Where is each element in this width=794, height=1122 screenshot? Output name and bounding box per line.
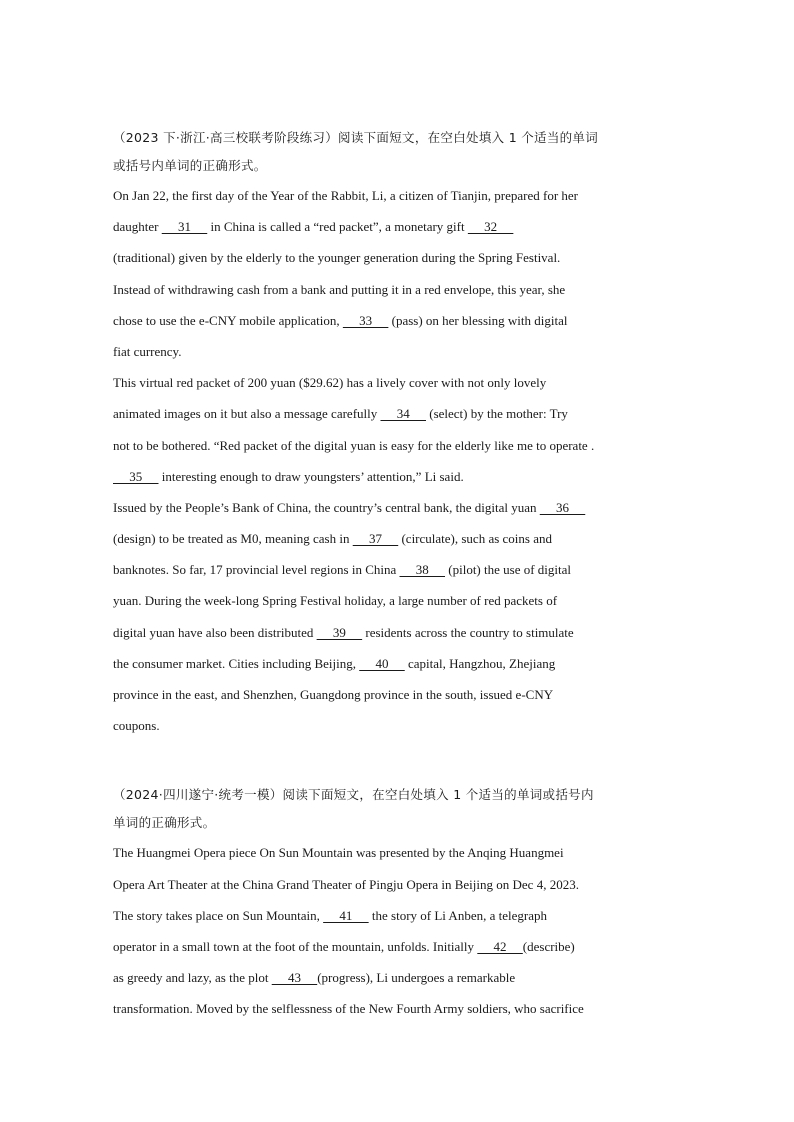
text-line — [113, 679, 683, 710]
text-line — [113, 648, 683, 679]
text-segment: province in the east, and Shenzhen, Guangdong province in the south, issued e-CNY — [113, 687, 554, 702]
answer-blank[interactable]: 42 — [477, 938, 523, 954]
passage-2-header-line: 单词的正确形式。 — [113, 815, 216, 831]
text-line — [113, 837, 683, 868]
answer-blank[interactable]: 37 — [352, 531, 399, 547]
document-page — [113, 124, 683, 1025]
text-segment: (pass) on her blessing with digital — [388, 312, 568, 328]
answer-blank[interactable]: 33 — [342, 312, 389, 328]
text-segment: chose to use the e-CNY mobile application, — [113, 312, 343, 328]
text-line — [113, 398, 683, 429]
text-segment: (describe) — [522, 938, 575, 954]
text-segment: transformation. Moved by the selflessness of the New Fourth Army soldiers, who sacrifice — [113, 1001, 584, 1017]
answer-blank[interactable]: 39 — [316, 624, 363, 640]
text-segment: the consumer market. Cities including Beijing, — [113, 655, 360, 671]
text-segment: (circulate), such as coins and — [398, 531, 552, 547]
text-segment: This virtual red packet of 200 yuan ($29.62) has a lively cover with not only lovely — [113, 375, 547, 391]
passage-1-body — [113, 180, 683, 741]
answer-blank[interactable]: 36 — [539, 499, 586, 515]
text-segment: animated images on it but also a message carefully — [113, 406, 381, 422]
text-line — [113, 617, 683, 648]
text-line — [113, 242, 683, 273]
text-segment: (pilot) the use of digital — [445, 562, 572, 578]
answer-blank[interactable]: 34 — [380, 406, 426, 422]
text-segment: not to be bothered. “Red packet of the digital yuan is easy for the elderly like me to operate . — [113, 437, 595, 453]
passage-1-header-line: （2023 下·浙江·高三校联考阶段练习）阅读下面短文，在空白处填入 1 个适当的单词 — [113, 130, 599, 145]
answer-blank[interactable]: 43 — [271, 970, 318, 986]
text-line — [113, 305, 683, 336]
text-line — [113, 274, 683, 305]
text-line — [113, 523, 683, 554]
text-segment: residents across the country to stimulate — [362, 624, 574, 640]
text-line — [113, 461, 683, 492]
text-segment: as greedy and lazy, as the plot — [113, 970, 272, 986]
text-segment: the story of Li Anben, a telegraph — [368, 907, 547, 923]
text-segment: On Jan 22, the first day of the Year of the Rabbit, Li, a citizen of Tianjin, prepared for her — [113, 188, 578, 203]
answer-blank[interactable]: 38 — [399, 562, 446, 578]
answer-blank[interactable]: 41 — [323, 907, 369, 923]
text-segment: (progress), Li undergoes a remarkable — [317, 970, 516, 986]
text-line — [113, 430, 683, 461]
answer-blank[interactable]: 32 — [467, 219, 514, 235]
text-segment: digital yuan have also been distributed — [113, 624, 317, 640]
text-line — [113, 869, 683, 900]
text-line — [113, 180, 683, 211]
text-line — [113, 211, 683, 242]
text-line — [113, 710, 683, 741]
text-segment: interesting enough to draw youngsters’ attention,” Li said. — [158, 468, 464, 484]
text-segment: yuan. During the week-long Spring Festival holiday, a large number of red packets of — [113, 593, 558, 609]
answer-blank[interactable]: 35 — [113, 468, 159, 484]
text-segment: Issued by the People’s Bank of China, the country’s central bank, the digital yuan — [113, 499, 540, 515]
answer-blank[interactable]: 40 — [359, 655, 405, 671]
answer-blank[interactable]: 31 — [161, 219, 208, 235]
text-line — [113, 492, 683, 523]
text-line — [113, 993, 683, 1024]
text-segment: fiat currency. — [113, 343, 182, 359]
text-segment: banknotes. So far, 17 provincial level regions in China — [113, 562, 400, 578]
passage-1-header-line: 或括号内单词的正确形式。 — [113, 158, 267, 173]
text-segment: operator in a small town at the foot of the mountain, unfolds. Initially — [113, 938, 478, 954]
text-line — [113, 931, 683, 962]
text-line — [113, 367, 683, 398]
text-segment: daughter — [113, 219, 162, 235]
text-segment: Instead of withdrawing cash from a bank and putting it in a red envelope, this year, she — [113, 281, 566, 297]
text-segment: Opera Art Theater at the China Grand Theater of Pingju Opera in Beijing on Dec 4, 2023. — [113, 876, 579, 892]
text-segment: The story takes place on Sun Mountain, — [113, 907, 324, 923]
text-line — [113, 585, 683, 616]
text-segment: capital, Hangzhou, Zhejiang — [404, 655, 556, 671]
text-segment: (traditional) given by the elderly to the younger generation during the Spring Festival. — [113, 250, 561, 266]
text-line — [113, 554, 683, 585]
text-segment: (select) by the mother: Try — [426, 406, 568, 422]
passage-2 — [113, 781, 683, 1024]
passage-1 — [113, 124, 683, 741]
text-line — [113, 962, 683, 993]
passage-2-body — [113, 837, 683, 1024]
text-segment: coupons. — [113, 718, 160, 734]
text-line — [113, 900, 683, 931]
text-segment: The Huangmei Opera piece On Sun Mountain was presented by the Anqing Huangmei — [113, 845, 564, 861]
text-line — [113, 336, 683, 367]
text-segment: in China is called a “red packet”, a monetary gift — [207, 219, 468, 235]
passage-2-header-line: （2024·四川遂宁·统考一模）阅读下面短文，在空白处填入 1 个适当的单词或括号内 — [113, 787, 594, 803]
text-segment: (design) to be treated as M0, meaning cash in — [113, 531, 353, 547]
